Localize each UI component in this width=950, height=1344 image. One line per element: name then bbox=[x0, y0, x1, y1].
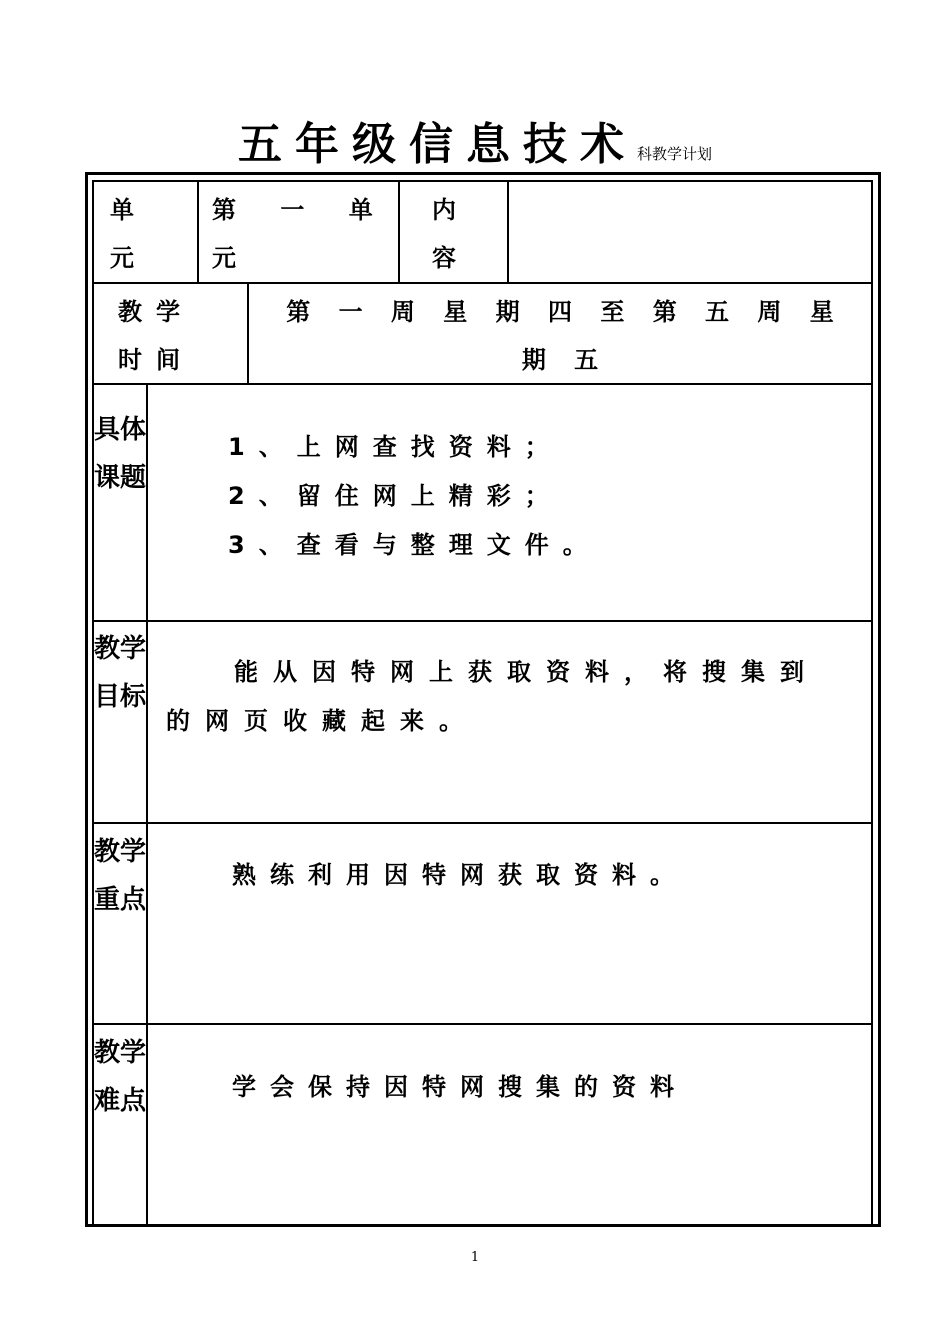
row-divider bbox=[92, 282, 873, 284]
col-divider bbox=[197, 180, 199, 284]
goal-label: 教学目标 bbox=[94, 634, 147, 712]
document-title bbox=[0, 108, 950, 168]
col-divider bbox=[398, 180, 400, 284]
title-subtitle: 科教学计划 bbox=[636, 145, 712, 163]
unit-label: 单 元 bbox=[110, 196, 156, 272]
key-point-label: 教学重点 bbox=[94, 837, 147, 915]
topic-item: 3、查看与整理文件。 bbox=[228, 531, 601, 559]
col-divider bbox=[247, 282, 249, 385]
col-divider bbox=[146, 383, 148, 1227]
row-divider bbox=[92, 620, 873, 622]
topics-label: 具体课题 bbox=[94, 415, 147, 493]
key-point-text: 熟练利用因特网获取资料。 bbox=[232, 861, 688, 889]
difficulty-text: 学会保持因特网搜集的资料 bbox=[232, 1073, 688, 1101]
time-value: 第 一 周 星 期 四 至 第 五 周 星 期 五 bbox=[286, 298, 844, 374]
difficulty-label: 教学难点 bbox=[94, 1038, 147, 1116]
col-divider bbox=[507, 180, 509, 284]
topic-item: 1、上网查找资料； bbox=[228, 433, 563, 461]
row-divider bbox=[92, 1023, 873, 1025]
title-main: 五年级信息技术 bbox=[237, 119, 637, 170]
content-label: 内 容 bbox=[432, 196, 456, 272]
row-divider bbox=[92, 822, 873, 824]
topics-list bbox=[228, 423, 858, 570]
goal-text: 能从因特网上获取资料，将搜集到的网页收藏起来。 bbox=[166, 658, 819, 735]
page-number: 1 bbox=[470, 1250, 480, 1265]
topic-item: 2、留住网上精彩； bbox=[228, 482, 563, 510]
unit-value: 第 一 单 元 bbox=[212, 196, 391, 272]
time-label: 教学时间 bbox=[118, 298, 194, 374]
